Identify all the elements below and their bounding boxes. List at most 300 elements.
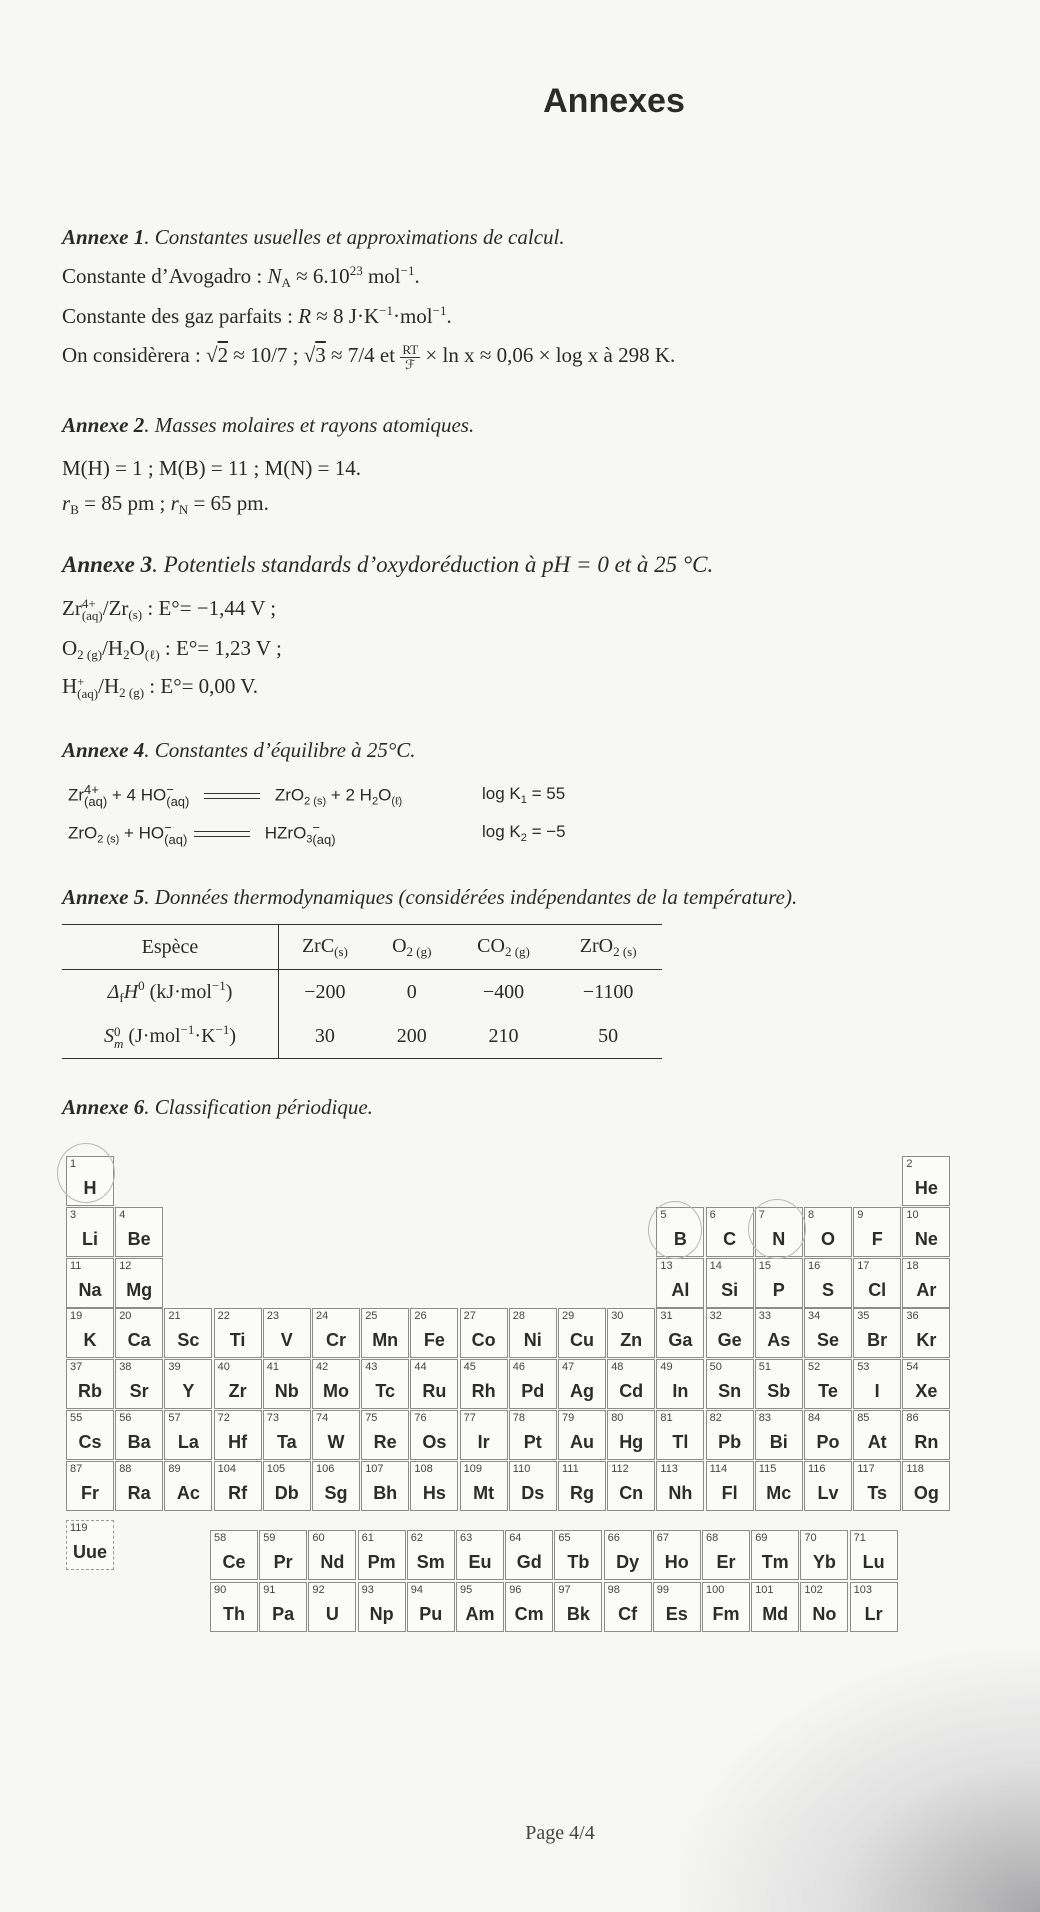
element-pb bbox=[706, 1410, 754, 1460]
atomic-number: 81 bbox=[660, 1412, 673, 1424]
atomic-number: 61 bbox=[361, 1532, 374, 1544]
h-symbol: H bbox=[123, 981, 139, 1003]
element-symbol: Og bbox=[913, 1482, 939, 1503]
element-symbol: Se bbox=[816, 1330, 840, 1351]
element-symbol: Si bbox=[721, 1279, 739, 1300]
element-mc bbox=[755, 1461, 803, 1511]
element-symbol: Zn bbox=[620, 1330, 643, 1351]
eq1-logk-sub: 1 bbox=[520, 794, 527, 806]
delta-sub: f bbox=[119, 990, 124, 1005]
element-symbol: Ga bbox=[668, 1330, 693, 1351]
annexe-5-label: Annexe 5 bbox=[62, 885, 145, 909]
annexe-4-title: . Constantes d’équilibre à 25°C. bbox=[144, 738, 416, 762]
element-at bbox=[853, 1410, 901, 1460]
atomic-number: 110 bbox=[512, 1462, 531, 1475]
element-symbol: Ts bbox=[867, 1482, 888, 1503]
h-sup: 0 bbox=[138, 978, 145, 993]
element-symbol: Tb bbox=[567, 1552, 590, 1572]
row-label-entropy bbox=[62, 1014, 279, 1059]
element-symbol: Uue bbox=[72, 1541, 107, 1562]
element-symbol: Cu bbox=[570, 1330, 594, 1351]
element-symbol: Cm bbox=[514, 1604, 544, 1624]
element-symbol: H bbox=[83, 1178, 97, 1198]
element-symbol: Tm bbox=[761, 1552, 789, 1572]
atomic-number: 13 bbox=[660, 1259, 673, 1272]
enthalpy-unit-end: ) bbox=[225, 981, 233, 1003]
atomic-number: 84 bbox=[808, 1412, 821, 1424]
eq1-logk bbox=[482, 784, 565, 806]
avogadro-symbol: N bbox=[267, 264, 282, 288]
element-u bbox=[308, 1582, 356, 1632]
couple-zr-ox-charge: 4+ bbox=[81, 596, 96, 612]
element-symbol: Sr bbox=[129, 1381, 149, 1402]
eq1-reactant2-indices bbox=[166, 784, 189, 808]
atomic-number: 3 bbox=[70, 1208, 77, 1221]
atomic-number: 75 bbox=[365, 1412, 378, 1424]
annexe-6-heading bbox=[62, 1094, 373, 1120]
element-xe bbox=[902, 1359, 950, 1409]
element-symbol: I bbox=[874, 1381, 880, 1402]
gas-exp1: −1 bbox=[379, 303, 393, 318]
species-sub: (s) bbox=[334, 943, 348, 959]
table-cell: 200 bbox=[371, 1014, 453, 1059]
element-bh bbox=[361, 1461, 409, 1511]
eq2-reactant2: + HO bbox=[119, 823, 165, 843]
couple-h-potential: : E°= 0,00 V. bbox=[144, 674, 259, 698]
atomic-number: 44 bbox=[414, 1361, 427, 1374]
table-cell: −400 bbox=[482, 980, 525, 1003]
atomic-number: 53 bbox=[857, 1361, 870, 1374]
element-symbol: Ca bbox=[127, 1330, 151, 1351]
atomic-number: 46 bbox=[512, 1361, 526, 1374]
page-title: Annexes bbox=[543, 82, 685, 120]
couple-zr-ox-state: (aq) bbox=[81, 608, 103, 624]
element-symbol: Am bbox=[465, 1604, 495, 1624]
atomic-number: 30 bbox=[611, 1310, 624, 1323]
atomic-number: 58 bbox=[214, 1532, 227, 1544]
atomic-number: 35 bbox=[857, 1310, 870, 1323]
element-dy bbox=[604, 1530, 652, 1580]
atomic-number: 32 bbox=[709, 1310, 722, 1323]
element-symbol: Ds bbox=[521, 1482, 545, 1503]
element-symbol: Th bbox=[223, 1604, 245, 1624]
atomic-number: 22 bbox=[217, 1310, 230, 1323]
couple-o2-red-h: /H bbox=[102, 636, 124, 660]
atomic-number: 107 bbox=[365, 1462, 384, 1475]
element-ce bbox=[210, 1530, 258, 1580]
row-label-enthalpy bbox=[62, 970, 279, 1015]
entropy-unit: (J·mol bbox=[123, 1025, 181, 1048]
couple-zr-red: /Zr bbox=[102, 596, 129, 620]
element-symbol: Nh bbox=[668, 1482, 693, 1503]
eq1-product2-o: O bbox=[378, 785, 392, 805]
atomic-number: 112 bbox=[611, 1462, 629, 1475]
element-ba bbox=[115, 1410, 163, 1460]
atomic-number: 47 bbox=[562, 1361, 575, 1374]
entropy-unit-mid: ·K bbox=[194, 1025, 216, 1048]
eq2-r2-charge: − bbox=[164, 820, 172, 835]
species-formula: CO bbox=[477, 934, 505, 957]
atomic-number: 11 bbox=[70, 1259, 82, 1272]
element-symbol: Eu bbox=[468, 1552, 492, 1572]
atomic-number: 8 bbox=[808, 1208, 815, 1221]
element-re bbox=[361, 1410, 409, 1460]
element-th bbox=[210, 1582, 258, 1632]
element-y bbox=[164, 1359, 212, 1409]
gas-unit: ·mol bbox=[392, 304, 433, 328]
avogadro-exp: 23 bbox=[349, 263, 363, 278]
element-rn bbox=[902, 1410, 950, 1460]
eq2-p1-sub: 3 bbox=[306, 833, 313, 846]
atomic-number: 5 bbox=[660, 1208, 667, 1221]
annexe-6-label: Annexe 6 bbox=[62, 1095, 145, 1119]
element-fr bbox=[66, 1461, 114, 1511]
element-symbol: Bh bbox=[373, 1482, 398, 1503]
element-hs bbox=[410, 1461, 458, 1511]
atomic-number: 83 bbox=[758, 1412, 772, 1424]
atomic-number: 40 bbox=[217, 1361, 230, 1374]
element-symbol: Re bbox=[373, 1432, 397, 1452]
element-symbol: Xe bbox=[915, 1381, 938, 1402]
atomic-number: 14 bbox=[709, 1259, 722, 1272]
element-es bbox=[653, 1582, 701, 1632]
element-no bbox=[800, 1582, 848, 1632]
element-ra bbox=[115, 1461, 163, 1511]
couple-h-ox-charge: + bbox=[77, 674, 85, 690]
atomic-number: 59 bbox=[263, 1532, 276, 1544]
atomic-number: 108 bbox=[414, 1462, 433, 1475]
atomic-number: 16 bbox=[808, 1259, 821, 1272]
element-mo bbox=[312, 1359, 360, 1409]
eq2-logk-sub: 2 bbox=[520, 832, 527, 844]
couple-h bbox=[62, 673, 258, 706]
element-symbol: O bbox=[820, 1228, 835, 1249]
element-lu bbox=[850, 1530, 898, 1580]
element-pr bbox=[259, 1530, 307, 1580]
atomic-number: 24 bbox=[316, 1310, 329, 1323]
element-symbol: S bbox=[821, 1279, 834, 1300]
element-symbol: Pm bbox=[367, 1552, 396, 1572]
atomic-number: 104 bbox=[217, 1462, 236, 1475]
atomic-number: 68 bbox=[706, 1532, 719, 1544]
approx-prefix: On considèrera : √ bbox=[62, 343, 218, 367]
element-au bbox=[558, 1410, 606, 1460]
element-symbol: Pb bbox=[718, 1432, 742, 1452]
element-symbol: Nb bbox=[274, 1381, 299, 1402]
element-p bbox=[755, 1258, 803, 1308]
atomic-number: 76 bbox=[414, 1412, 427, 1424]
atomic-number: 71 bbox=[853, 1532, 866, 1544]
eq1-reactant1-indices bbox=[84, 784, 107, 808]
table-cell: 0 bbox=[406, 980, 417, 1003]
atomic-number: 55 bbox=[70, 1412, 83, 1424]
element-symbol: Al bbox=[671, 1279, 690, 1300]
element-symbol: Lv bbox=[817, 1482, 839, 1503]
atomic-number: 62 bbox=[410, 1532, 424, 1544]
element-symbol: Md bbox=[762, 1604, 789, 1624]
element-s bbox=[804, 1258, 852, 1308]
element-in bbox=[656, 1359, 704, 1409]
eq1-r2-state: (aq) bbox=[166, 794, 190, 809]
element-tc bbox=[361, 1359, 409, 1409]
element-symbol: Pd bbox=[521, 1381, 545, 1402]
atomic-number: 103 bbox=[853, 1584, 872, 1596]
element-symbol: Mg bbox=[126, 1279, 153, 1300]
eq2-r2-state: (aq) bbox=[164, 832, 188, 847]
element-symbol: Ac bbox=[176, 1482, 200, 1503]
table-cell: 50 bbox=[554, 1014, 662, 1059]
element-symbol: Be bbox=[127, 1228, 151, 1249]
annexe-3-heading bbox=[62, 552, 713, 578]
element-np bbox=[358, 1582, 406, 1632]
enthalpy-unit-exp: −1 bbox=[211, 978, 226, 993]
element-br bbox=[853, 1308, 901, 1358]
atomic-number: 37 bbox=[70, 1361, 83, 1374]
table-header-cell: Espèce bbox=[62, 925, 279, 970]
gas-prefix: Constante des gaz parfaits : bbox=[62, 304, 299, 328]
element-symbol: V bbox=[280, 1330, 293, 1351]
element-symbol: Er bbox=[716, 1552, 736, 1572]
atomic-number: 90 bbox=[214, 1584, 227, 1596]
eq2-r1-sub: 2 (s) bbox=[97, 833, 120, 846]
element-as bbox=[755, 1308, 803, 1358]
atomic-number: 82 bbox=[709, 1412, 722, 1424]
eq1-reactant2: + 4 HO bbox=[107, 785, 167, 805]
element-symbol: Sb bbox=[767, 1381, 791, 1402]
eq1-r2-charge: − bbox=[166, 782, 174, 797]
atomic-number: 85 bbox=[857, 1412, 870, 1424]
element-be bbox=[115, 1207, 163, 1257]
element-ds bbox=[509, 1461, 557, 1511]
radius-n-symbol: r bbox=[170, 491, 179, 515]
annexe-2-heading bbox=[62, 412, 474, 438]
table-cell: −1100 bbox=[582, 980, 634, 1003]
element-symbol: Cs bbox=[78, 1432, 102, 1452]
element-symbol: Ag bbox=[570, 1381, 594, 1402]
atomic-number: 25 bbox=[365, 1310, 378, 1323]
atomic-number: 77 bbox=[463, 1412, 476, 1424]
element-symbol: C bbox=[723, 1228, 737, 1249]
atomic-number: 49 bbox=[660, 1361, 673, 1374]
atomic-number: 28 bbox=[512, 1310, 526, 1323]
element-ne bbox=[902, 1207, 950, 1257]
atomic-number: 92 bbox=[312, 1584, 325, 1596]
element-am bbox=[456, 1582, 504, 1632]
approx-root2: 2 bbox=[217, 343, 229, 367]
avogadro-end: . bbox=[414, 264, 420, 288]
eq1-logk-value: = 55 bbox=[526, 784, 566, 803]
element-mg bbox=[115, 1258, 163, 1308]
element-kr bbox=[902, 1308, 950, 1358]
atomic-number: 97 bbox=[558, 1584, 571, 1596]
element-symbol: Ni bbox=[523, 1330, 542, 1351]
element-symbol: Rb bbox=[78, 1381, 102, 1402]
element-symbol: Hf bbox=[228, 1432, 248, 1452]
atomic-number: 114 bbox=[709, 1462, 728, 1475]
element-k bbox=[66, 1308, 114, 1358]
element-tb bbox=[554, 1530, 602, 1580]
element-symbol: Fl bbox=[721, 1482, 738, 1503]
element-bi bbox=[755, 1410, 803, 1460]
annexe-1-title: . Constantes usuelles et approximations de calcul. bbox=[144, 225, 565, 249]
delta-symbol: Δ bbox=[107, 981, 120, 1003]
element-md bbox=[751, 1582, 799, 1632]
atomic-number: 67 bbox=[656, 1532, 670, 1544]
approx-mid1: ≈ 10/7 ; √ bbox=[228, 343, 316, 367]
element-symbol: Ru bbox=[422, 1381, 447, 1402]
element-symbol: Co bbox=[471, 1330, 496, 1351]
element-o bbox=[804, 1207, 852, 1257]
element-symbol: Cd bbox=[619, 1381, 644, 1402]
couple-zr-ox: Zr bbox=[62, 596, 82, 620]
element-w bbox=[312, 1410, 360, 1460]
entropy-unit-end: ) bbox=[229, 1025, 237, 1048]
element-sn bbox=[706, 1359, 754, 1409]
element-ni bbox=[509, 1308, 557, 1358]
atomic-number: 95 bbox=[460, 1584, 473, 1596]
element-er bbox=[702, 1530, 750, 1580]
element-symbol: Mn bbox=[372, 1330, 399, 1351]
atomic-number: 7 bbox=[758, 1208, 765, 1221]
atomic-number: 86 bbox=[906, 1412, 919, 1424]
atomic-number: 26 bbox=[414, 1310, 427, 1323]
radius-n-value: = 65 pm. bbox=[188, 491, 269, 515]
atomic-number: 88 bbox=[119, 1462, 132, 1475]
atomic-number: 15 bbox=[758, 1259, 772, 1272]
atomic-number: 45 bbox=[463, 1361, 476, 1374]
atomic-number: 72 bbox=[217, 1412, 230, 1424]
element-ge bbox=[706, 1308, 754, 1358]
element-symbol: Cl bbox=[868, 1279, 887, 1300]
atomic-number: 34 bbox=[808, 1310, 821, 1323]
atomic-number: 73 bbox=[266, 1412, 280, 1424]
element-symbol: At bbox=[867, 1432, 887, 1452]
element-symbol: Ge bbox=[717, 1330, 742, 1351]
element-symbol: Ra bbox=[127, 1482, 151, 1503]
element-ho bbox=[653, 1530, 701, 1580]
element-ac bbox=[164, 1461, 212, 1511]
species-formula: ZrC bbox=[301, 934, 335, 957]
element-sr bbox=[115, 1359, 163, 1409]
element-symbol: Cn bbox=[619, 1482, 644, 1503]
atomic-number: 79 bbox=[562, 1412, 575, 1424]
atomic-number: 118 bbox=[906, 1462, 924, 1475]
element-symbol: Es bbox=[665, 1604, 688, 1624]
couple-h-ox-indices bbox=[77, 676, 98, 700]
element-symbol: Sg bbox=[324, 1482, 348, 1503]
element-fm bbox=[702, 1582, 750, 1632]
element-symbol: Hg bbox=[619, 1432, 644, 1452]
gas-symbol: R bbox=[298, 304, 312, 328]
atomic-number: 51 bbox=[758, 1361, 772, 1374]
table-cell: −200 bbox=[304, 980, 346, 1003]
element-ts bbox=[853, 1461, 901, 1511]
atomic-number: 60 bbox=[312, 1532, 325, 1544]
element-nh bbox=[656, 1461, 704, 1511]
atomic-number: 63 bbox=[460, 1532, 473, 1544]
radius-b-symbol: r bbox=[62, 491, 71, 515]
couple-zr bbox=[62, 595, 276, 628]
couple-zr-red-state: (s) bbox=[128, 607, 143, 622]
eq2-logk-value: = −5 bbox=[526, 822, 566, 841]
element-symbol: Mc bbox=[766, 1482, 792, 1503]
s-indices bbox=[113, 1023, 124, 1051]
element-symbol: Lr bbox=[864, 1604, 883, 1624]
element-fe bbox=[410, 1308, 458, 1358]
atomic-number: 23 bbox=[266, 1310, 280, 1323]
element-symbol: Pr bbox=[273, 1552, 293, 1572]
element-symbol: Br bbox=[867, 1330, 888, 1351]
element-v bbox=[263, 1308, 311, 1358]
element-rg bbox=[558, 1461, 606, 1511]
element-symbol: Rh bbox=[471, 1381, 496, 1402]
element-symbol: Dy bbox=[616, 1552, 640, 1572]
element-symbol: Rg bbox=[570, 1482, 594, 1503]
atomic-number: 29 bbox=[562, 1310, 575, 1323]
molar-masses: M(H) = 1 ; M(B) = 11 ; M(N) = 14. bbox=[62, 456, 361, 480]
couple-o2-ox: O bbox=[62, 636, 78, 660]
gas-constant bbox=[62, 298, 452, 329]
atomic-number: 115 bbox=[758, 1462, 777, 1475]
table-header-cell bbox=[453, 925, 555, 970]
annexe-3-label: Annexe 3 bbox=[62, 552, 153, 577]
atomic-number: 27 bbox=[463, 1310, 476, 1323]
species-sub: 2 (g) bbox=[504, 943, 530, 959]
couple-o2 bbox=[62, 635, 282, 668]
atomic-number: 38 bbox=[119, 1361, 132, 1374]
element-symbol: Cr bbox=[325, 1330, 346, 1351]
equilibrium-1 bbox=[68, 782, 566, 809]
gas-exp2: −1 bbox=[432, 303, 447, 318]
atomic-number: 12 bbox=[119, 1259, 132, 1272]
element-symbol: Li bbox=[82, 1228, 98, 1249]
element-symbol: Tl bbox=[672, 1432, 689, 1452]
element-si bbox=[706, 1258, 754, 1308]
element-cn bbox=[607, 1461, 655, 1511]
fraction-numerator: RT bbox=[402, 341, 419, 357]
entropy-unit-exp: −1 bbox=[180, 1022, 195, 1038]
element-symbol: Po bbox=[816, 1432, 840, 1452]
eq1-product2: + 2 H bbox=[326, 785, 372, 805]
element-ga bbox=[656, 1308, 704, 1358]
atomic-number: 21 bbox=[168, 1310, 181, 1323]
element-symbol: P bbox=[772, 1279, 785, 1300]
annexe-5-title: . Données thermodynamiques (considérées indépendantes de la température). bbox=[144, 885, 798, 909]
element-symbol: Au bbox=[570, 1432, 594, 1452]
atomic-number: 54 bbox=[906, 1361, 919, 1374]
element-co bbox=[460, 1308, 508, 1358]
element-cm bbox=[505, 1582, 553, 1632]
element-symbol: Fr bbox=[81, 1482, 99, 1503]
element-ti bbox=[214, 1308, 262, 1358]
element-pd bbox=[509, 1359, 557, 1409]
atomic-number: 33 bbox=[758, 1310, 772, 1323]
radius-b-value: = 85 pm ; bbox=[78, 491, 171, 515]
element-zn bbox=[607, 1308, 655, 1358]
element-pm bbox=[358, 1530, 406, 1580]
element-rb bbox=[66, 1359, 114, 1409]
element-gd bbox=[505, 1530, 553, 1580]
element-symbol: Rf bbox=[228, 1482, 248, 1503]
element-symbol: Pt bbox=[523, 1432, 542, 1452]
element-c bbox=[706, 1207, 754, 1257]
element-ta bbox=[263, 1410, 311, 1460]
atomic-number: 111 bbox=[562, 1462, 579, 1475]
gas-value: ≈ 8 J·K bbox=[311, 304, 380, 328]
species-formula: ZrO bbox=[579, 934, 614, 957]
element-symbol: U bbox=[325, 1604, 339, 1624]
table-header-cell bbox=[279, 925, 371, 970]
